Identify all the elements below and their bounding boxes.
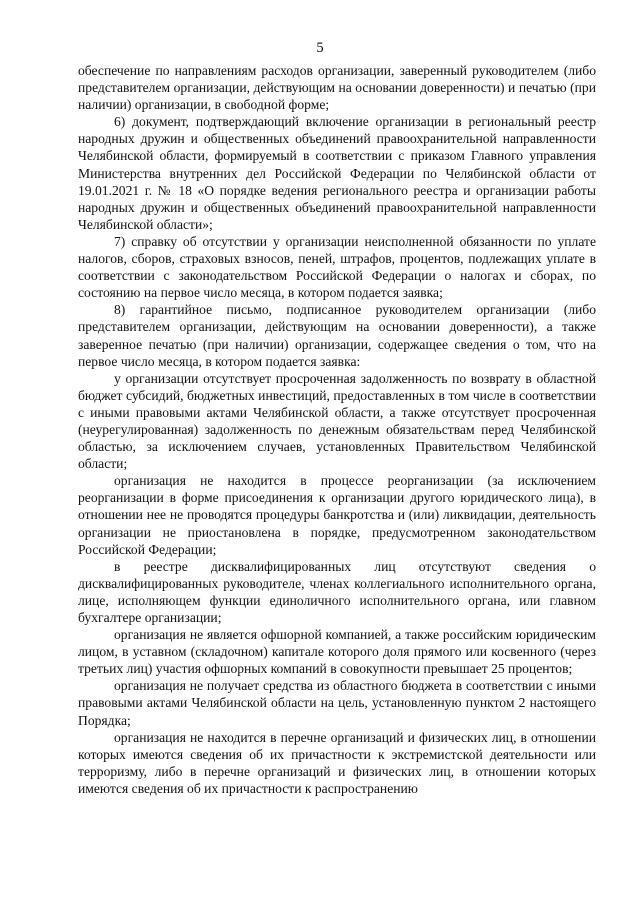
paragraph-not-offshore: организация не является офшорной компанией, а также российским юридическим лицом, в уставном (складочном) капитале которого доля прямого или косвенного (через третьих лиц) участия офшорных компаний в совокупности превышает 25 процентов; — [78, 627, 596, 677]
paragraph-continuation: обеспечение по направлениям расходов организации, заверенный руководителем (либо представителем организации, действующим на основании доверенности) и печатью (при наличии) организации, в свободной форме; — [78, 63, 596, 113]
paragraph-no-debt: у организации отсутствует просроченная задолженность по возврату в областной бюджет субсидий, бюджетных инвестиций, предоставленных в том числе в соответствии с иными правовыми актами Челябинской области, а также отсутствует просроченная (неурегулированная) задолженность по денежным обязательствам перед Челябинской областью, за исключением случаев, установленных Правительством Челябинской области; — [78, 370, 596, 472]
paragraph-no-reorganization: организация не находится в процессе реорганизации (за исключением реорганизации в форме присоединения к организации другого юридического лица), в отношении нее не проводятся процедуры банкротства и (или) ликвидации, деятельность организации не приостановлена в порядке, предусмотренном законодательством Российской Федерации; — [78, 473, 596, 557]
paragraph-item-6: 6) документ, подтверждающий включение организации в региональный реестр народных дружин и общественных объединений правоохранительной направленности Челябинской области, формируемый в соответствии с приказом Главного управления Министерства внутренних дел Российской Федерации по Челябинской области от 19.01.2021 г. № 18 «О порядке ведения регионального реестра и организации работы народных дружин и общественных объединений правоохранительной направленности Челябинской области»; — [78, 114, 596, 232]
paragraph-item-7: 7) справку об отсутствии у организации неисполненной обязанности по уплате налогов, сборов, страховых взносов, пеней, штрафов, процентов, подлежащих уплате в соответствии с законодательством Российской Федерации о налогах и сборах, по состоянию на первое число месяца, в котором подается заявка; — [78, 233, 596, 301]
paragraph-not-in-extremist-list: организация не находится в перечне организаций и физических лиц, в отношении которых имеются сведения об их причастности к экстремистской деятельности или терроризму, либо в перечне организаций и физических лиц, в отношении которых имеются сведения об их причастности к распространению — [78, 729, 596, 796]
paragraph-item-8: 8) гарантийное письмо, подписанное руководителем организации (либо представителем организации, действующим на основании доверенности), а также заверенное печатью (при наличии) организации, содержащее сведения о том, что на первое число месяца, в котором подается заявка: — [78, 302, 596, 369]
page-number: 5 — [316, 40, 324, 56]
paragraph-no-other-funds: организация не получает средства из областного бюджета в соответствии с иными правовыми актами Челябинской области на цель, установленную пунктом 2 настоящего Порядка; — [78, 678, 596, 728]
document-body — [78, 62, 596, 797]
paragraph-no-disqualified: в реестре дисквалифицированных лиц отсутствуют сведения о дисквалифицированных руководителе, членах коллегиального исполнительного органа, лице, исполняющем функции единоличного исполнительного органа, или главном бухгалтере организации; — [78, 558, 596, 625]
